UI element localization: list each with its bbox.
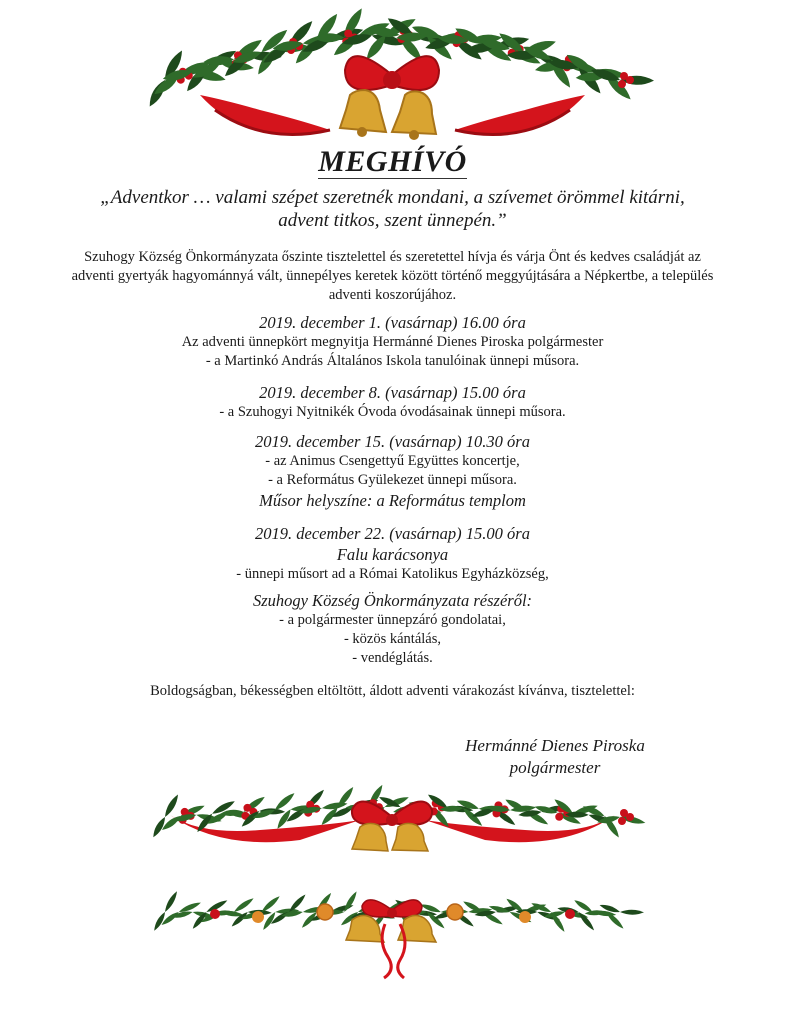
- event-host-line: - közös kántálás,: [343, 631, 442, 647]
- signature: [420, 735, 690, 779]
- event-date: 2019. december 1. (vasárnap) 16.00 óra: [259, 313, 526, 332]
- event-location: Műsor helyszíne: a Református templom: [259, 491, 526, 510]
- event-host: Szuhogy Község Önkormányzata részéről:: [252, 591, 533, 610]
- event-date: 2019. december 22. (vasárnap) 15.00 óra: [255, 524, 530, 543]
- event-line: - az Animus Csengettyű Együttes koncertje,: [265, 453, 520, 469]
- event-subtitle: Falu karácsonya: [336, 545, 449, 564]
- quote-line-1: „Adventkor … valami szépet szeretnék mondani, a szívemet örömmel kitárni,: [100, 187, 685, 208]
- signature-name: Hermánné Dienes Piroska: [465, 736, 645, 755]
- pine-garland-bottom-icon: [0, 872, 785, 982]
- signature-role: polgármester: [509, 758, 601, 777]
- invitation-intro: Szuhogy Község Önkormányzata őszinte tisztelettel és szeretettel hívja és várja Önt és kedves családját az adventi gyertyák hagyománnyá vált, ünnepélyes keretek között történő meggyújtására a Népkertbe, a település adventi koszorújához.: [71, 249, 714, 303]
- event-line: - a Martinkó András Általános Iskola tanulóinak ünnepi műsora.: [205, 353, 580, 369]
- event-date: 2019. december 15. (vasárnap) 10.30 óra: [255, 432, 530, 451]
- page-title: MEGHÍVÓ: [318, 145, 467, 178]
- event-host-line: - a polgármester ünnepzáró gondolatai,: [279, 612, 506, 628]
- quote-line-2: advent titkos, szent ünnepén.”: [278, 210, 507, 231]
- holly-garland-top-icon: [0, 0, 785, 150]
- event-dec-8: [0, 382, 785, 422]
- event-line: - a Református Gyülekezet ünnepi műsora.: [268, 472, 517, 488]
- event-date: 2019. december 8. (vasárnap) 15.00 óra: [259, 383, 526, 402]
- event-dec-22: [0, 523, 785, 668]
- event-dec-1: [0, 312, 785, 371]
- closing-greeting: Boldogságban, békességben eltöltött, áldott adventi várakozást kívánva, tisztelettel:: [150, 683, 635, 699]
- event-dec-15: [0, 431, 785, 511]
- advent-quote: [60, 186, 725, 232]
- event-line: Az adventi ünnepkört megnyitja Hermánné Dienes Piroska polgármester: [181, 334, 604, 350]
- event-line: - ünnepi műsort ad a Római Katolikus Egyházközség,: [236, 566, 549, 582]
- pine-garland-middle-icon: [0, 775, 785, 855]
- event-host-line: - vendéglátás.: [352, 650, 433, 666]
- event-line: - a Szuhogyi Nyitnikék Óvoda óvodásainak ünnepi műsora.: [219, 404, 566, 420]
